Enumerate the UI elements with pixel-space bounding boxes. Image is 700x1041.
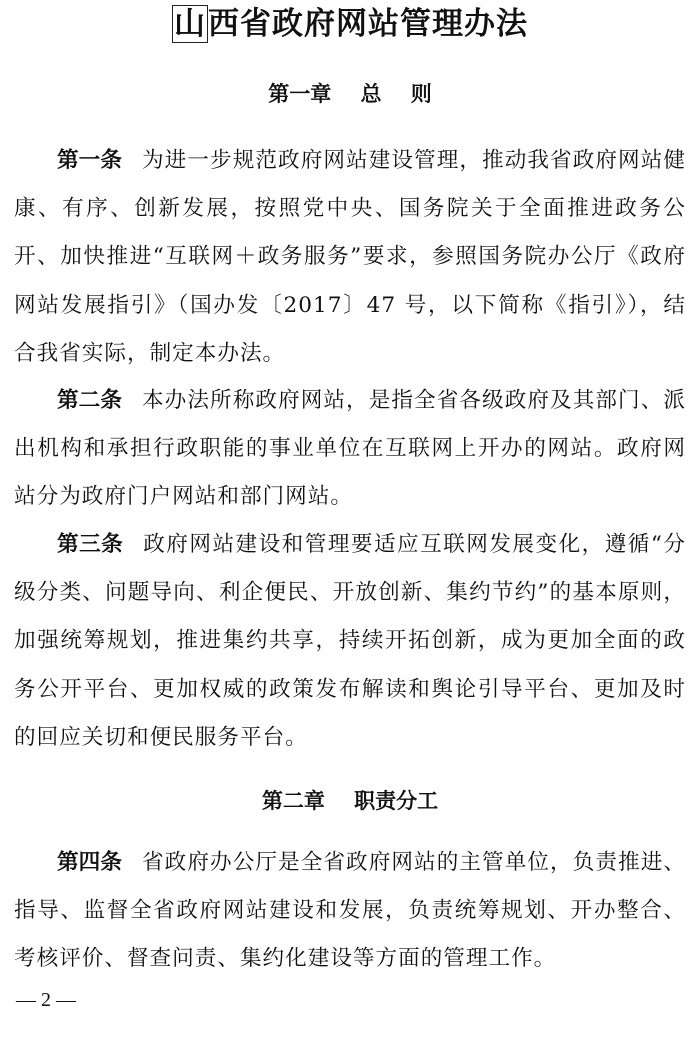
title-rest: 西省政府网站管理办法 bbox=[208, 6, 528, 42]
article-label: 第四条 bbox=[57, 850, 123, 875]
article-text: 为进一步规范政府网站建设管理，推动我省政府网站健康、有序、创新发展，按照党中央、国务院关于全面推进政务公开、加快推进“互联网＋政务服务”要求，参照国务院办公厅《政府网站发展指引》（国办发〔2017〕47 号，以下简称《指引》），结合我省实际，制定本办法。 bbox=[14, 148, 686, 366]
article-text: 政府网站建设和管理要适应互联网发展变化，遵循“分级分类、问题导向、利企便民、开放创新、集约节约”的基本原则，加强统筹规划，推进集约共享，持续开拓创新，成为更加全面的政务公开平台、更加权威的政策发布解读和舆论引导平台、更加及时的回应关切和便民服务平台。 bbox=[14, 532, 686, 750]
article-4 bbox=[14, 839, 686, 984]
article-label: 第一条 bbox=[57, 148, 123, 173]
article-3 bbox=[14, 521, 686, 762]
chapter-heading-2: 第二章 职责分工 bbox=[261, 788, 439, 813]
article-2 bbox=[14, 377, 686, 522]
document-title bbox=[0, 4, 700, 44]
chapter-heading-1: 第一章 总 则 bbox=[268, 81, 432, 106]
article-1 bbox=[14, 137, 686, 378]
article-text: 省政府办公厅是全省政府网站的主管单位，负责推进、指导、监督全省政府网站建设和发展，负责统筹规划、开办整合、考核评价、督查问责、集约化建设等方面的管理工作。 bbox=[14, 850, 686, 972]
article-label: 第三条 bbox=[57, 532, 124, 557]
article-label: 第二条 bbox=[57, 388, 123, 413]
article-text: 本办法所称政府网站，是指全省各级政府及其部门、派出机构和承担行政职能的事业单位在互联网上开办的网站。政府网站分为政府门户网站和部门网站。 bbox=[14, 388, 686, 510]
page-number: — 2 — bbox=[16, 989, 76, 1011]
title-first-char: 山 bbox=[174, 6, 206, 42]
